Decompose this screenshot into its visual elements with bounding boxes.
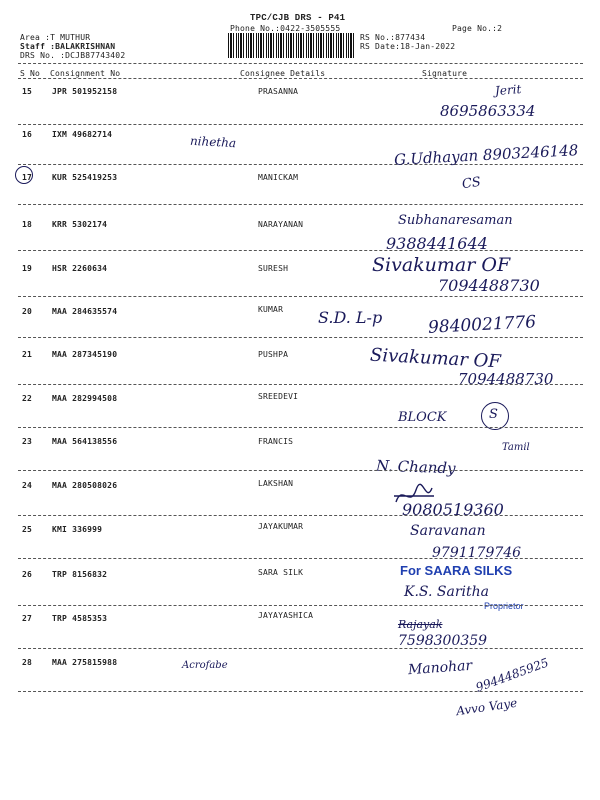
signature-phone: 9944485925 [473,655,551,695]
area-label: Area :T MUTHUR [20,33,91,42]
row-consignee: NARAYANAN [258,220,304,229]
company-stamp: For SAARA SILKS [400,563,513,578]
signature-text: Sivakumar OF [369,344,502,373]
staff-label: Staff :BALAKRISHNAN [20,42,116,51]
signature-tamil: Tamil [502,442,530,453]
header-divider [18,63,583,64]
rs-number: RS No.:877434 [360,33,426,42]
col-consignment: Consignment No [50,69,121,78]
stamp-proprietor: Proprietor [484,601,524,611]
signature-mark: CS [461,174,482,193]
barcode [228,33,355,58]
rs-date: RS Date:18-Jan-2022 [360,42,456,51]
row-consignee: PRASANNA [258,87,299,96]
row-divider [18,164,583,165]
row-divider [18,384,583,385]
row-consignment: MAA 564138556 [52,437,118,446]
row-consignment: HSR 2260634 [52,264,108,273]
row-consignee: FRANCIS [258,437,294,446]
row-divider [18,691,583,692]
row-consignment: TRP 4585353 [52,614,108,623]
row-consignee: JAYAYASHICA [258,611,314,620]
signature-text: K.S. Saritha [404,584,489,600]
row-sno: 20 [22,307,33,316]
row-consignee: LAKSHAN [258,479,294,488]
handwritten-note: nihetha [189,133,237,151]
row-sno: 19 [22,264,33,273]
page-number: Page No.:2 [452,24,503,33]
phone-number: Phone No.:0422-3505555 [230,24,341,33]
sheet-title: TPC/CJB DRS - P41 [250,13,346,23]
row-consignment: MAA 275815988 [52,658,118,667]
col-sno: S No [20,69,41,78]
signature-initial: S [489,407,498,422]
signature-text: Jerit [494,82,522,98]
row-consignment: JPR 501952158 [52,87,118,96]
row-consignee: SURESH [258,264,289,273]
row-sno: 17 [22,173,33,182]
signature-text: Sivakumar OF [372,254,511,276]
row-consignee: KUMAR [258,305,284,314]
row-consignment: MAA 287345190 [52,350,118,359]
signature-text: G.Udhayan 8903246148 [393,141,579,169]
signature-text: Rajayak [398,618,443,631]
row-consignment: KRR 5302174 [52,220,108,229]
row-sno: 28 [22,658,33,667]
row-divider [18,124,583,125]
row-consignment: MAA 284635574 [52,307,118,316]
row-divider [18,204,583,205]
col-signature: Signature [422,69,468,78]
row-divider [18,470,583,471]
row-consignment: TRP 8156832 [52,570,108,579]
row-sno: 24 [22,481,33,490]
signature-text: S.D. L-p [318,308,383,327]
signature-phone: 7598300359 [398,633,488,649]
columns-divider [18,78,583,79]
signature-phone: 9791179746 [432,545,522,561]
row-divider [18,558,583,559]
signature-text: BLOCK [398,410,447,425]
signature-text: Subhanaresaman [398,213,513,228]
row-consignee: SREEDEVI [258,392,299,401]
row-sno: 25 [22,525,33,534]
signature-phone: 7094488730 [458,370,554,388]
signature-phone: 9388441644 [386,234,488,253]
row-consignee: PUSHPA [258,350,289,359]
signature-phone: 7094488730 [438,276,540,295]
signature-note: Avvo Vaye [455,695,519,719]
row-sno: 22 [22,394,33,403]
signature-phone: 9840021776 [427,312,537,338]
signature-text: Manohar [407,657,473,679]
row-divider [18,605,583,606]
row-consignment: IXM 49682714 [52,130,113,139]
row-divider [18,427,583,428]
row-divider [18,337,583,338]
row-sno: 23 [22,437,33,446]
row-divider [18,648,583,649]
signature-phone: 8695863334 [440,102,536,120]
row-divider [18,296,583,297]
row-divider [18,250,583,251]
signature-phone: 9080519360 [402,500,504,519]
row-consignee: JAYAKUMAR [258,522,304,531]
row-sno: 16 [22,130,33,139]
row-consignment: KUR 525419253 [52,173,118,182]
signature-text: N. Chandy [375,456,456,478]
row-consignment: KMI 336999 [52,525,103,534]
row-consignee: SARA SILK [258,568,304,577]
col-consignee: Consignee Details [240,69,326,78]
row-consignment: MAA 280508026 [52,481,118,490]
row-divider [18,515,583,516]
row-consignee: MANICKAM [258,173,299,182]
signature-text: Saravanan [410,523,486,539]
row-sno: 21 [22,350,33,359]
handwritten-note: Acrofabe [182,660,228,671]
row-sno: 26 [22,570,33,579]
drs-number: DRS No. :DCJB87743402 [20,51,126,60]
row-sno: 27 [22,614,33,623]
row-sno: 15 [22,87,33,96]
row-sno: 18 [22,220,33,229]
row-consignment: MAA 282994508 [52,394,118,403]
